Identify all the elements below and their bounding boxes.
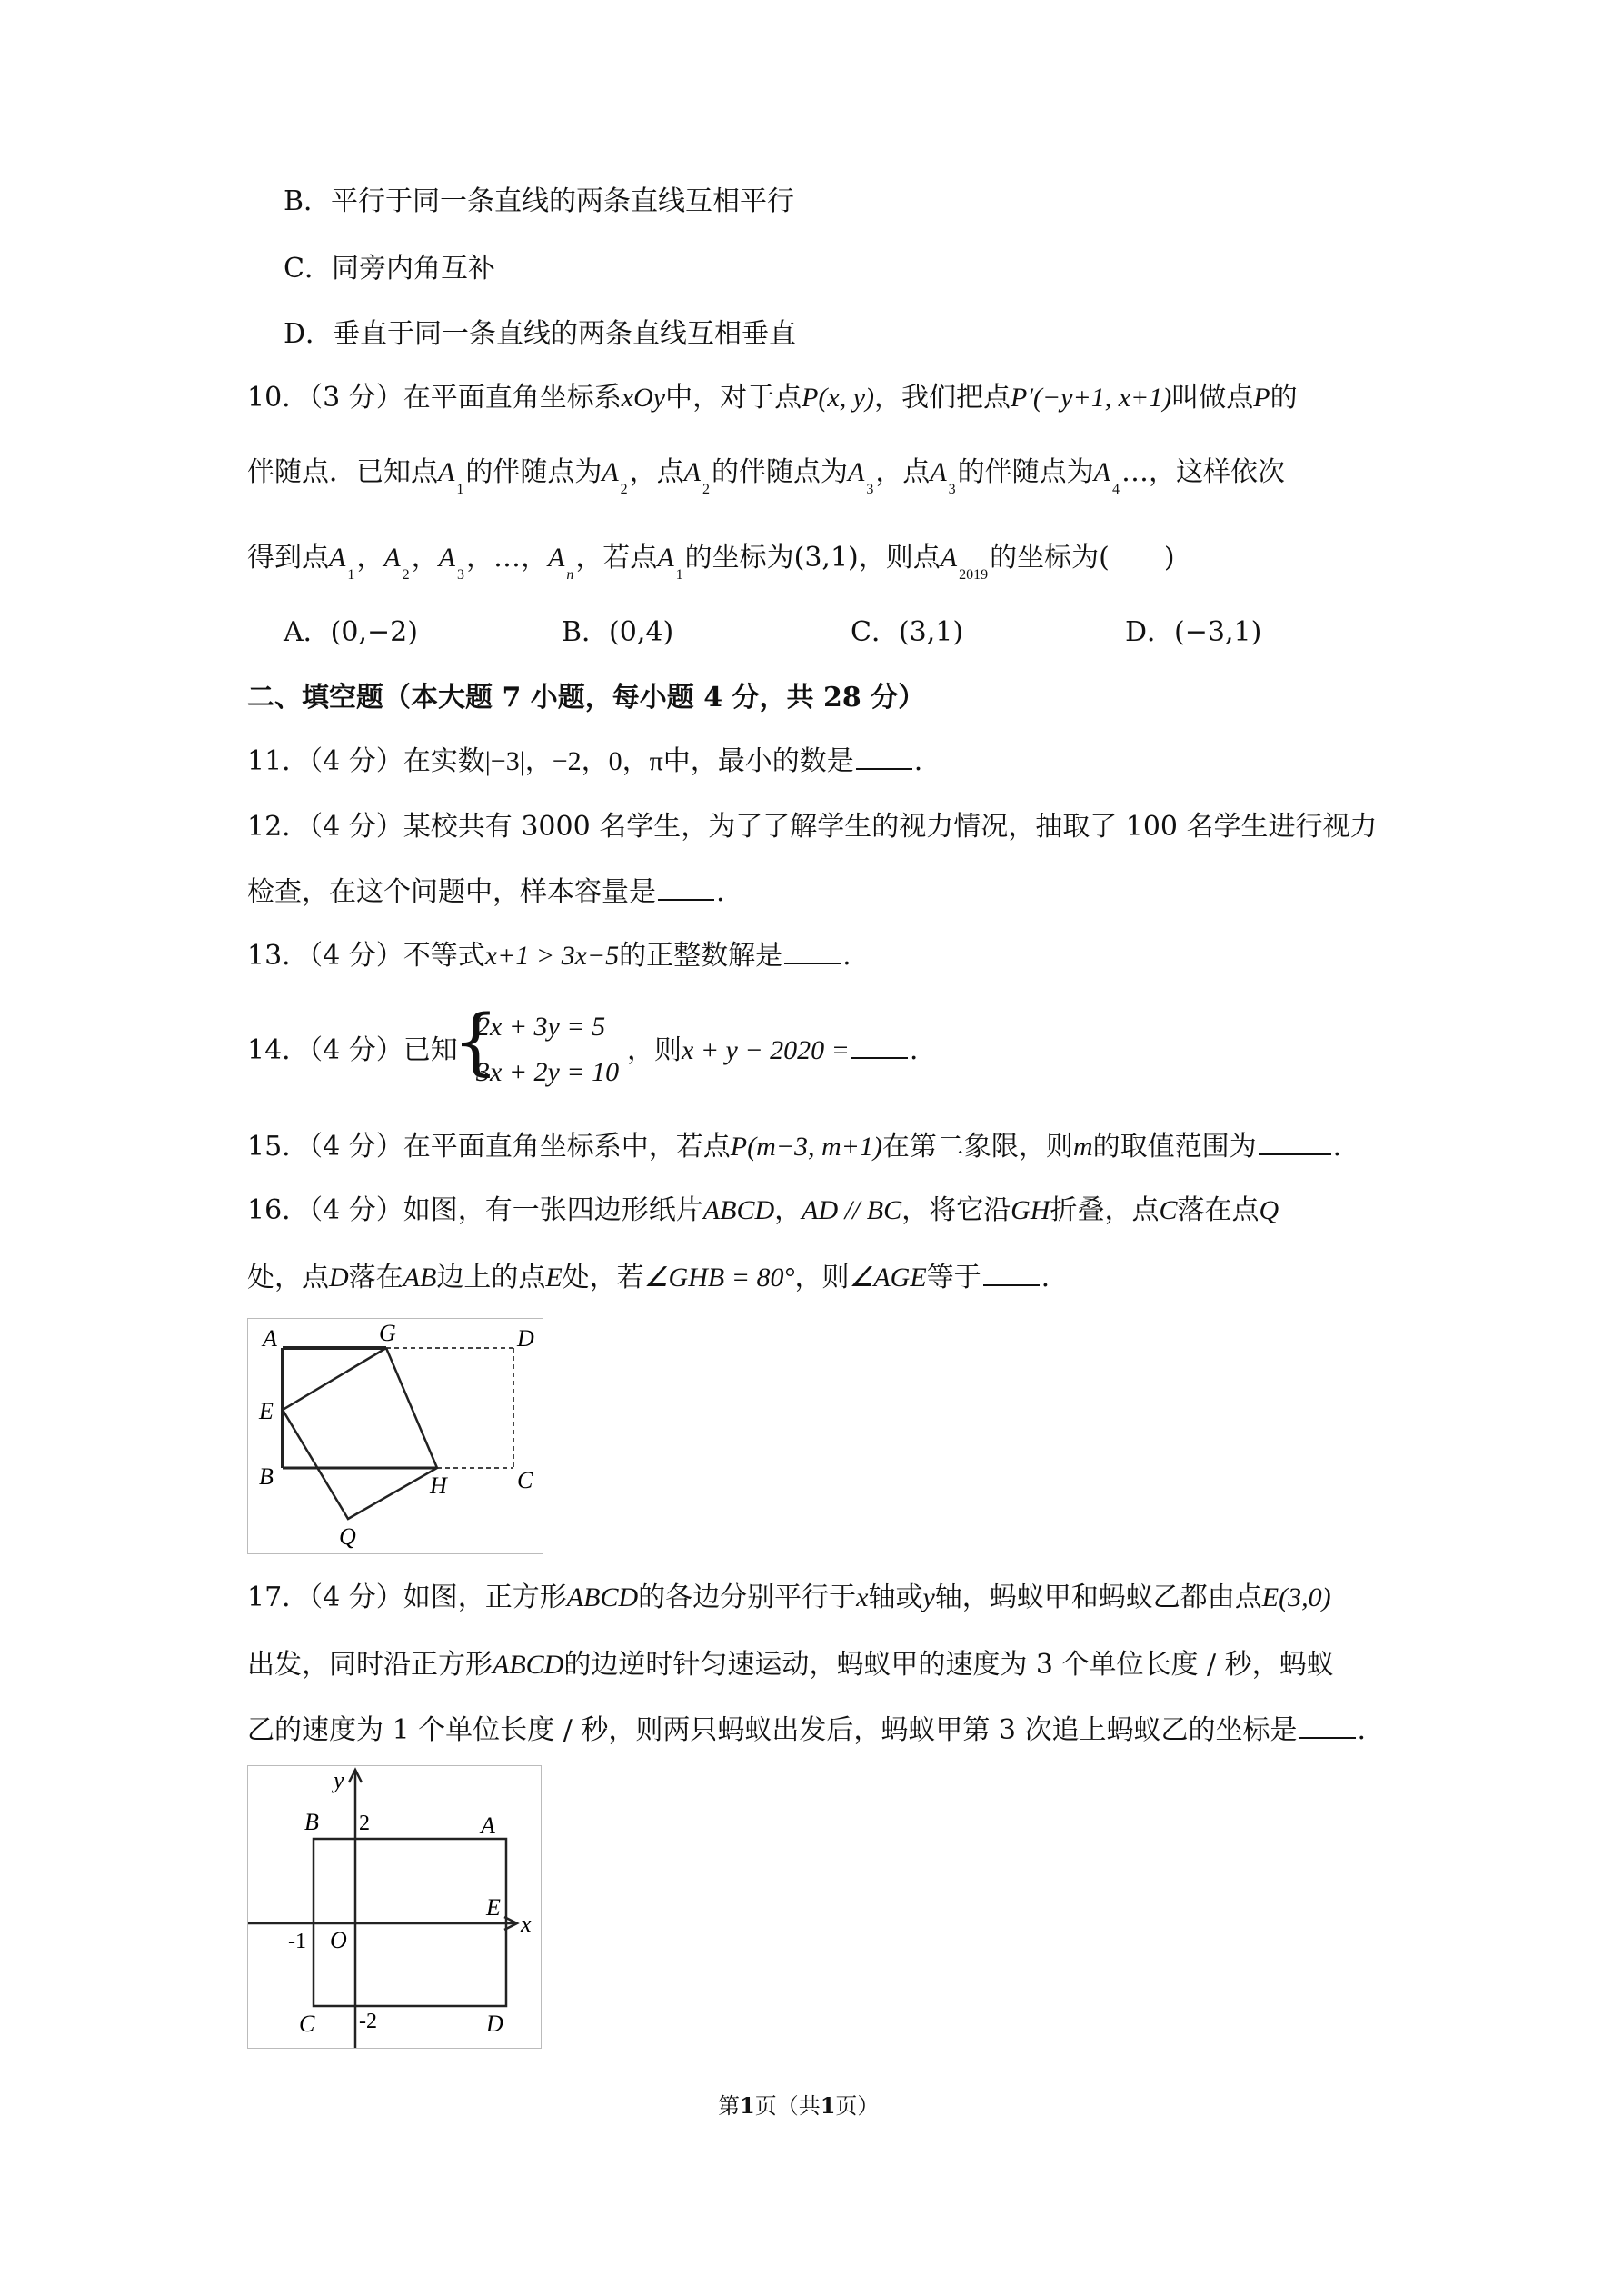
label-x: x [521,1911,532,1937]
q17-line3: 乙的速度为 1 个单位长度 / 秒，则两只蚂蚁出发后，蚂蚁甲第 3 次追上蚂蚁乙的坐标是 . [247,1714,1367,1746]
q10-option-d: D．(−3,1) [1125,616,1262,648]
folded-part-GEQH [283,1348,437,1519]
answer-blank [851,1033,908,1059]
folded-quadrilateral-diagram [248,1319,543,1553]
label-neg1: -1 [288,1930,306,1953]
label-B: B [259,1463,274,1490]
q16-line2: 处，点D落在AB边上的点E处，若∠GHB = 80°，则∠AGE等于 . [247,1262,1050,1293]
q15: 15．（4 分）在平面直角坐标系中，若点P(m−3, m+1)在第二象限，则m的取值范围为 . [247,1131,1342,1163]
label-A: A [481,1812,495,1839]
answer-blank [983,1261,1040,1286]
q10-option-c: C．(3,1) [851,616,964,648]
q10-line3: 得到点$A_1$，$A_2$，$A_3$，…，$A_n$，若点$A_1$的坐标为(3,1)，则点$A_{2019}$的坐标为( ) [247,542,1175,583]
section-heading-fill-in: 二、填空题（本大题 7 小题，每小题 4 分，共 28 分） [247,682,926,714]
q14-label: 14．（4 分）已知 [247,1034,458,1066]
q14-eq1: 2x + 3y = 5 [476,1012,606,1042]
system-brace: { [453,999,499,1083]
label-y: y [334,1767,344,1793]
label-O: O [330,1927,347,1953]
label-B: B [304,1809,319,1835]
q9-option-d: D．垂直于同一条直线的两条直线互相垂直 [284,318,797,350]
q17-figure [247,1765,542,2049]
q14-eq2: 3x + 2y = 10 [476,1057,620,1087]
q13: 13．（4 分）不等式x+1 > 3x−5的正整数解是 . [247,940,851,972]
q11: 11．（4 分）在实数|−3|，−2，0，π中，最小的数是 . [247,745,923,777]
label-D: D [517,1325,534,1352]
answer-blank [856,744,912,770]
label-H: H [430,1472,447,1499]
q9-option-b: B．平行于同一条直线的两条直线互相平行 [284,185,795,217]
answer-blank [1299,1713,1356,1739]
page-footer: 第1页（共1页） [718,2092,880,2119]
label-G: G [379,1320,396,1346]
answer-blank [658,875,714,901]
label-E: E [259,1398,274,1424]
q12-line2: 检查，在这个问题中，样本容量是 . [247,876,725,908]
q16-figure [247,1318,543,1554]
label-A: A [263,1325,277,1352]
q10-option-a: A．(0,−2) [284,616,418,648]
answer-blank [1259,1130,1331,1155]
label-Q: Q [339,1523,356,1550]
q16-line1: 16．（4 分）如图，有一张四边形纸片ABCD，AD // BC，将它沿GH折叠，点C落在点Q [247,1194,1279,1226]
q10-line1: 10．（3 分）在平面直角坐标系xOy中，对于点P(x, y)，我们把点P′(−y+1, x+1)叫做点P的 [247,382,1298,414]
label-C: C [517,1467,533,1493]
q10-line2: 伴随点．已知点$A_1$的伴随点为$A_2$，点$A_2$的伴随点为$A_3$，点$A_3$的伴随点为$A_4\dots$，这样依次 [247,456,1285,497]
q10-option-b: B．(0,4) [562,616,674,648]
label-neg2: -2 [359,2010,377,2033]
q9-option-c: C．同旁内角互补 [284,253,495,285]
q17-line2: 出发，同时沿正方形ABCD的边逆时针匀速运动，蚂蚁甲的速度为 3 个单位长度 / 秒，蚂蚁 [247,1649,1334,1681]
q12-line1: 12．（4 分）某校共有 3000 名学生，为了了解学生的视力情况，抽取了 100 名学生进行视力 [247,811,1378,843]
q17-line1: 17．（4 分）如图，正方形ABCD的各边分别平行于x轴或y轴，蚂蚁甲和蚂蚁乙都由点E(3,0) [247,1582,1331,1613]
square-on-axes-diagram [248,1766,541,2048]
answer-blank [784,939,841,964]
label-C: C [299,2011,315,2037]
label-2: 2 [359,1812,370,1835]
q14-tail: ，则x + y − 2020 = . [627,1034,919,1066]
label-D: D [486,2011,503,2037]
label-E: E [486,1894,501,1921]
